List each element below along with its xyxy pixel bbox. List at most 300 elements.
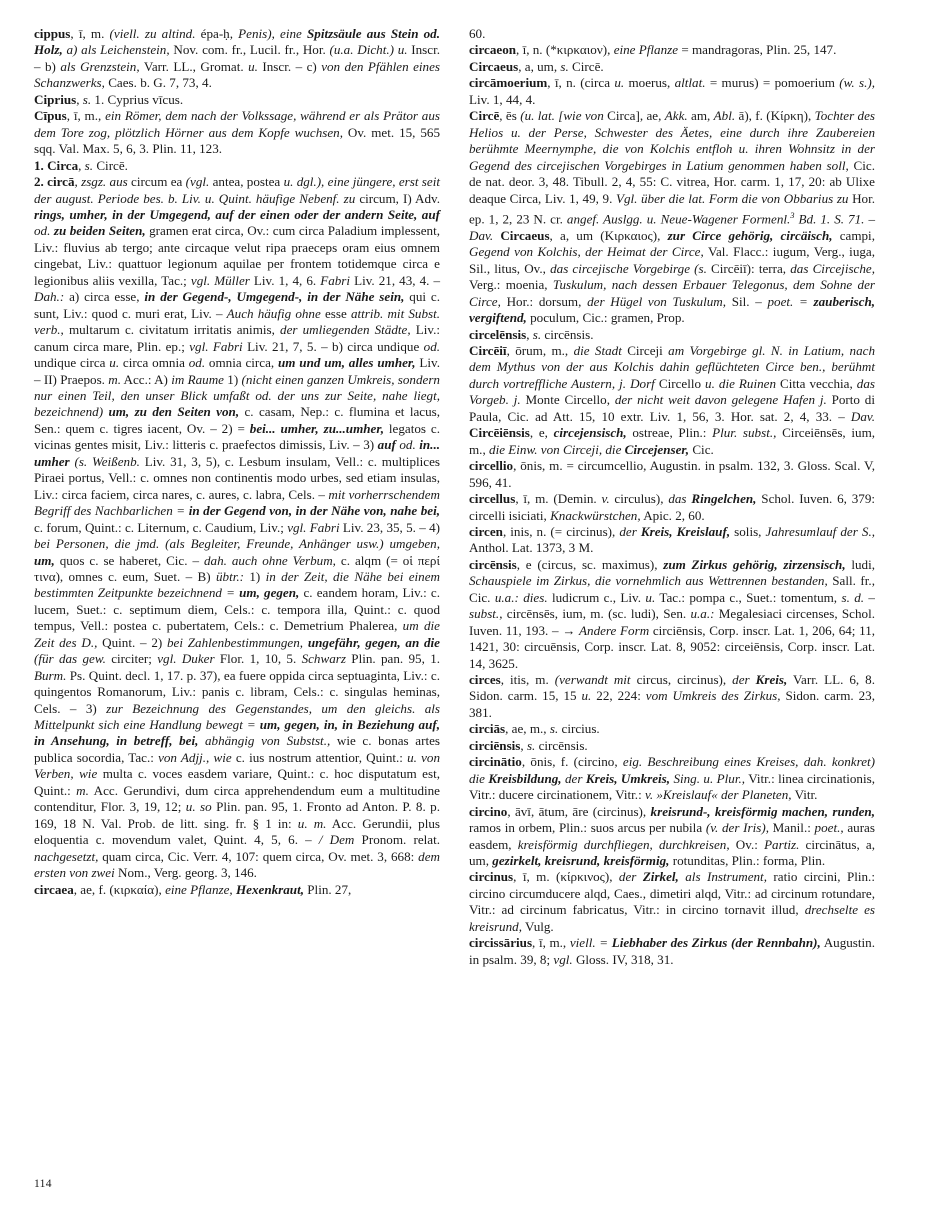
dictionary-entry <box>34 882 440 898</box>
entry-headword: circellus <box>469 491 516 507</box>
entry-text: m. <box>76 782 89 798</box>
entry-text: Ringelchen, <box>691 491 757 507</box>
entry-text: Sidon. carm. 23, 381. <box>469 688 875 720</box>
dictionary-entry <box>34 26 440 92</box>
entry-text: , ī, m., <box>532 935 570 951</box>
entry-text: ], ae, <box>635 108 665 124</box>
entry-text: ein Römer, dem nach der Volkssage, während er als Prätor aus dem Tore zog, plötzlich Hörner aus dem Kopfe wuchsen, <box>34 108 440 140</box>
entry-text: angef. Auslgg. u. Neue-Wagener Formenl. <box>566 211 791 227</box>
entry-text: Hor.: dorsum, <box>500 293 588 309</box>
entry-text: Acc. Gerundivi, dum circa apprehendendum eum a multitudine contenditur, Flor. 3, 19, 12; <box>34 782 440 815</box>
entry-text: ), <box>604 869 619 885</box>
entry-text: legatos c. vicinas gentes misit, Liv.: litteris c. praefectos dimissis, Liv. – 3) <box>34 420 440 453</box>
entry-text: auras easdem, <box>469 820 875 852</box>
entry-text: der <box>732 672 756 688</box>
entry-text: u. von Verben, wie <box>34 749 440 782</box>
entry-text: 60. <box>469 26 486 41</box>
entry-text: Liv. 1, 4, 6. <box>249 272 321 288</box>
entry-text: , <box>78 157 85 173</box>
entry-text: Circeji <box>627 342 669 358</box>
entry-text: Schol. Iuven. 6, 379: circelli isiciati, <box>469 491 875 523</box>
entry-text: circa omnia <box>119 355 189 371</box>
entry-text: circum ea <box>131 174 186 190</box>
entry-text: ratio circini, Plin.: circino circumducere alqd, Caes., dimetiri alqd, Vitr.: ad circinum rotundare, Vitr.: ad circinum fabricatus, Vitr.: in circino tornavit illud, <box>469 869 875 918</box>
entry-text: moerus, <box>624 75 675 91</box>
entry-text: 22, 224: <box>591 688 646 704</box>
entry-headword: circiēnsis <box>469 737 521 753</box>
entry-text: Fabri <box>320 272 351 288</box>
entry-text: ostreae, Plin.: <box>626 425 713 441</box>
entry-text: = mandragoras, Plin. 25, 147. <box>681 42 837 58</box>
entry-text: von Adjj., wie <box>158 749 236 765</box>
entry-text: Dah.: <box>34 289 65 305</box>
entry-text: im Raume <box>171 371 228 387</box>
entry-headword: Circaeus <box>500 227 550 243</box>
entry-text: Circello <box>658 375 706 391</box>
entry-text: Knackwürstchen, <box>550 507 641 523</box>
entry-text: Plin. pan. 95, 1. <box>345 651 441 667</box>
entry-text: circēnsis. <box>535 737 588 753</box>
entry-text: u. so <box>185 799 212 815</box>
entry-text: der <box>619 523 641 539</box>
entry-text: , <box>526 326 533 342</box>
entry-text: eine Pflanze, <box>165 881 236 897</box>
entry-headword: circāmoerium <box>469 75 548 91</box>
entry-text: ungefähr, gegen, an die <box>307 634 440 650</box>
entry-text: 1) <box>244 568 266 584</box>
entry-text: κιρκαία <box>113 881 155 897</box>
entry-text: s. <box>560 58 569 74</box>
entry-text: Vitr.: linea circinationis, Vitr.: ducere circinationem, Vitr.: <box>469 770 875 803</box>
entry-headword: circaea <box>34 881 74 897</box>
entry-text: viell. = <box>569 935 612 951</box>
entry-text: u. <box>614 75 625 91</box>
entry-text: auf <box>377 437 400 453</box>
entry-text: der <box>561 770 586 786</box>
entry-headword: cippus <box>34 26 71 41</box>
entry-text: Kreisbildung, <box>488 770 562 786</box>
entry-text: Tochter des Helios u. der Perse, Schwester des Äetes, eine durch ihre Zaubereien berühmte Meernymphe, die von Kolchis entfloh u. ihren Wohnsitz in der Gegend des circejischen Vorgebirges in Latium genommen haben soll, <box>469 108 875 173</box>
entry-text: Flor. 1, 10, 5. <box>214 651 302 667</box>
entry-text: circejensisch, <box>553 425 627 441</box>
entry-text: , <box>520 737 527 753</box>
entry-text: Liv. 23, 35, 5. – 4) <box>339 519 440 535</box>
entry-text: Caes. b. G. 7, 73, 4. <box>104 75 212 91</box>
entry-text: (vgl. <box>185 174 210 190</box>
entry-text: Circē. <box>568 58 604 74</box>
entry-text: Sil. – <box>726 293 768 309</box>
entry-text: esse <box>324 305 351 321</box>
entry-headword: circinus <box>469 869 514 885</box>
entry-text: Liv. 31, 3, 5), c. Lesbum insulam, Vell.: c. multiplices Piraei portus, Vell.: c. omnes non continentis modo urbes, sed etiam insulas, Liv.: circa faciem, circa nares, c. aures, c. labra, Cels. – <box>34 453 440 502</box>
entry-text: Schauspiele im Zirkus, die vornehmlich aus Wettrennen bestanden, <box>469 573 828 589</box>
entry-text: od. <box>188 355 206 371</box>
entry-text: c. alqm (= οἱ περί τινα), omnes c. eum, Suet. – B) <box>34 552 440 584</box>
entry-text: gezirkelt, kreisrund, kreisförmig, <box>492 853 670 869</box>
entry-text: die Einw. von Circeji, die <box>489 441 625 457</box>
page-columns <box>34 26 901 1166</box>
entry-headword: Ciprius <box>34 91 77 107</box>
dictionary-entry <box>469 108 875 326</box>
entry-text: Citta vecchia, <box>780 375 857 391</box>
entry-headword: circen <box>469 523 503 539</box>
right-column <box>469 26 875 968</box>
entry-text: Cic. <box>689 441 714 457</box>
entry-text: s. <box>549 721 559 737</box>
entry-text: (für das gew. <box>34 651 112 667</box>
entry-text: v. »Kreislauf« der Planeten, <box>645 787 792 803</box>
entry-text: wie c. bonas artes publica socordia, Tac.: <box>34 733 440 765</box>
entry-text: u. <box>109 355 120 371</box>
entry-headword: Circēiī <box>469 342 507 358</box>
dictionary-entry <box>469 327 875 343</box>
entry-text: gramen erat circa, Ov.: cum circa Paladium implessent, Liv.: fluvius ab tergo; ante circaque velut ripa praeceps oram eius omnem cingebat, Liv.: quattuor legionum aquilae per frontem totidemque circa e legionibus aliis vexilla, Tac.; <box>34 223 440 288</box>
entry-text: Kreis, Umkreis, <box>585 770 671 786</box>
entry-text: , ae, f. ( <box>73 881 114 897</box>
entry-text: um, <box>34 552 55 568</box>
entry-text: dem ersten von zwei <box>34 848 440 881</box>
entry-text: , a, um ( <box>549 227 605 243</box>
entry-text: multa c. voces easdem variare, Quint.: c. hoc disputatum est, Quint.: <box>34 766 440 798</box>
entry-text: Spitzsäule aus Stein od. Holz, <box>34 26 441 58</box>
entry-headword: circes <box>469 672 501 688</box>
entry-text: / Dem <box>318 832 362 848</box>
entry-text: , ī, m., <box>66 108 106 124</box>
entry-text: Gegend von Kolchis, der Heimat der Circe, <box>469 244 704 260</box>
entry-text: zur Bezeichnung des Gegenstandes, um den gleichs. als Mittelpunkt sich eine Handlung bewegt = <box>34 700 440 733</box>
entry-text: circulus), <box>609 491 669 507</box>
entry-text: , āvī, ātum, āre (circinus), <box>507 803 651 819</box>
entry-headword: Circaeus <box>469 58 519 74</box>
entry-text: bei Personen, die jmd. (als Begleiter, Freunde, Anhänger usw.) umgeben, <box>34 536 440 552</box>
dictionary-entry <box>469 869 875 935</box>
entry-headword: circino <box>469 803 508 819</box>
entry-text: a) circa esse, <box>64 289 145 305</box>
entry-text: , <box>76 91 83 107</box>
entry-text: circius. <box>558 721 600 737</box>
entry-text: kreisförmig durchfliegen, durchkreisen, <box>517 836 730 852</box>
entry-text: um die Zeit des D., <box>34 618 440 650</box>
entry-text: Varr. LL. 6, 8. Sidon. carm. 15, 15 <box>469 672 876 704</box>
entry-text: Liv. 21, 43, 4. – <box>350 272 441 288</box>
dictionary-entry <box>469 721 875 737</box>
entry-text: Acc.: A) <box>120 371 172 387</box>
entry-text: , Penis), eine <box>229 26 308 41</box>
entry-text: in der Gegend-, Umgegend-, in der Nähe sein, <box>144 289 405 305</box>
entry-text: abhängig von Substst., <box>198 733 331 749</box>
entry-headword: 1. Circa <box>34 157 79 173</box>
entry-text: , zsgz. aus <box>74 174 132 190</box>
entry-headword: circaeon <box>469 42 517 58</box>
entry-text: der nicht weit davon gelegene Hafen j. <box>614 392 832 408</box>
entry-text: κίρκινος <box>560 869 605 885</box>
entry-text: s. <box>84 157 94 173</box>
entry-text: , ōrum, m., <box>506 342 574 358</box>
entry-text: zauberisch, vergiftend, <box>469 293 876 326</box>
entry-headword: Circē <box>469 108 500 124</box>
entry-text: eine Pflanze <box>613 42 682 58</box>
entry-text: vgl. Fabri <box>189 338 243 354</box>
entry-text: Vulg. <box>521 918 554 934</box>
entry-text: dah. auch ohne Verbum, <box>203 552 336 568</box>
entry-text: ludicrum c., Liv. <box>547 589 646 605</box>
entry-text: Verg.: moenia, <box>469 277 553 293</box>
entry-text: um, gegen, <box>239 585 300 601</box>
entry-text: u.a.: <box>690 606 715 622</box>
entry-text: s. <box>532 326 542 342</box>
entry-text: circus, circinus), <box>636 672 733 688</box>
entry-text: antea, postea <box>209 174 284 190</box>
entry-text: vgl. <box>553 951 573 967</box>
dictionary-entry <box>469 59 875 75</box>
entry-text: von den Pfählen eines Schanzwerks, <box>34 58 440 91</box>
entry-text: zum Zirkus gehörig, zirzensisch, <box>663 556 846 572</box>
entry-text: zur Circe gehörig, circäisch, <box>667 227 833 243</box>
entry-text: bei Zahlenbestimmungen, <box>167 634 308 650</box>
entry-text: mit vorherrschendem Begriff des Nachbarlichen = <box>34 486 440 519</box>
entry-text: bei... umher, zu...umher, <box>249 420 385 436</box>
entry-text: u. <box>581 688 592 704</box>
entry-text: in der Gegend von, in der Nähe von, nahe bei, <box>188 503 441 519</box>
entry-text: Nov. com. fr., Lucil. fr., Hor. <box>169 42 330 58</box>
entry-text: m. <box>108 371 121 387</box>
entry-text: Circē. <box>93 157 128 173</box>
entry-text: 1) <box>227 371 242 387</box>
entry-text: , ī, m. <box>70 26 110 41</box>
entry-headword: circellio <box>469 458 514 474</box>
entry-text: Burm. <box>34 667 67 683</box>
entry-text: , ī, n. (* <box>516 42 557 58</box>
entry-text: ), <box>803 108 815 124</box>
entry-text: drechselte es kreisrund, <box>469 902 875 934</box>
entry-text: , ōnis, f. (circino, <box>521 754 623 770</box>
entry-text: , ōnis, m. = circumcellio, Augustin. in psalm. 132, 3. Gloss. Scal. V, 596, 41. <box>469 458 875 490</box>
entry-text: Abl. <box>713 108 736 124</box>
entry-text: Augustin. in psalm. 39, 8; <box>469 935 875 967</box>
dictionary-entry <box>34 158 440 174</box>
entry-text: Vitr. <box>791 787 818 803</box>
entry-text: Monte Circello, <box>525 392 615 408</box>
entry-text: Auch häufig ohne <box>226 305 325 321</box>
entry-text: Megalesiaci circenses, Schol. Iuven. 11, 193. – → <box>469 606 875 638</box>
entry-text: ), <box>652 227 668 243</box>
entry-text: Tuskulum, nach dessen Erbauer Telegonus, dem Sohne der Circe, <box>469 277 875 309</box>
entry-headword: circinātio <box>469 754 522 770</box>
entry-text: Anthol. Lat. 1373, 3 M. <box>469 540 594 556</box>
entry-text: , e, <box>529 425 554 441</box>
entry-text: der <box>618 869 643 885</box>
entry-text: solis, <box>730 523 766 539</box>
entry-text: Val. Flacc.: iugum, Verg., iuga, Sil., litus, Ov., <box>469 244 875 276</box>
entry-text: a) <box>62 42 82 58</box>
entry-text: , a, um, <box>518 58 561 74</box>
entry-text: zu beiden Seiten, <box>53 223 146 239</box>
entry-text: s. <box>82 91 92 107</box>
entry-text: circiēnsis, Corp. inscr. Lat. 1, 206, 64; 11, 1421, 30: circuēnsis, Corp. inscr. Lat. 8, 9052: circeiēnsis, Corp. inscr. Lat. 14, 3625. <box>469 622 876 671</box>
entry-text: multarum c. civitatum irritatis animis, <box>63 322 281 338</box>
entry-text: Porto di Paula, Cic. ad Att. 15, 10 extr. Liv. 1, 56, 3. Hor. sat. 2, 4, 33. – <box>469 392 875 424</box>
entry-text: um, zu den Seiten von, <box>108 404 240 420</box>
entry-text: u. <box>248 58 258 74</box>
entry-text: um, gegen, in, in Beziehung auf, in Ansehung, in betreff, bei, <box>34 717 440 749</box>
entry-text: 3 <box>790 209 795 220</box>
dictionary-entry <box>469 458 875 491</box>
entry-text: eig. Beschreibung eines Kreises, dah. konkret) die <box>469 754 876 786</box>
entry-text: c. ius nostrum attentior, Quint.: <box>235 749 408 765</box>
entry-text: , inis, n. (= circinus), <box>502 523 620 539</box>
entry-text: als Instrument, <box>678 869 767 885</box>
entry-text: Kreis, Kreislauf, <box>640 523 731 539</box>
entry-text: Dav. <box>850 408 875 424</box>
entry-text: Vgl. über die lat. Form die von Obbarius zu <box>615 190 853 206</box>
entry-text: Varr. LL., Gromat. <box>139 58 249 74</box>
entry-text: Ps. Quint. decl. 1, 17. p. 37), ea fuere oppida circa septuaginta, Liv.: c. quingentos Romanorum, Liv.: panis c. libram, Cels.: c. singulas heminas, Cels. – 3) <box>34 667 440 716</box>
entry-text: poculum, Cic.: gramen, Prop. <box>526 310 685 326</box>
entry-text: , ī, n. (circa <box>547 75 615 91</box>
entry-text: Pronom. relat. <box>361 832 440 848</box>
entry-text: (nicht einen ganzen Umkreis, sondern nur einen Teil, den unser Blick umfaßt od. der uns zur Seite, nahe liegt, bezeichnend) <box>34 371 440 420</box>
dictionary-entry <box>469 42 875 58</box>
entry-text: am Vorgebirge gl. N. in Latium, nach dem Mythus von der aus Kolchis dahin geflüchteten Circe ben., berühmt durch vortreffliche Austern, j. Dorf <box>469 342 875 391</box>
entry-text: quam circa, Cic. Verr. 4, 107: quem circa, Ov. met. 3, 668: <box>98 848 419 864</box>
entry-text: c. eandem horam, Liv.: c. lucem, Suet.: c. septimum diem, Cels.: c. tempora illa, Quint.: c. quod tempus, Vell.: postea c. pubertatem, Cels.: c. Demetrium Phalerea, <box>34 585 440 634</box>
entry-text: als Leichenstein, <box>81 42 170 58</box>
entry-text: κιρκαιον <box>556 42 603 58</box>
entry-text: od. <box>399 437 420 453</box>
entry-text: Zirkel, <box>642 869 679 885</box>
entry-text: c. casam, Nep.: c. flumina et lacus, Sen.: quem c. tigres iacent, Ov. – 2) = <box>34 404 440 436</box>
entry-text: Plin. 27, <box>304 881 352 897</box>
entry-text: Partiz. <box>764 836 800 852</box>
entry-text: die Stadt <box>573 342 628 358</box>
entry-text: , ī, m. ( <box>513 869 561 885</box>
dictionary-entry <box>469 557 875 672</box>
entry-text: übtr.: <box>216 568 245 584</box>
dictionary-entry <box>34 174 440 881</box>
entry-text: Hor. ep. 1, 2, 23 N. cr. <box>469 190 875 227</box>
entry-text: um und um, alles umher, <box>278 355 416 371</box>
entry-headword: circiās <box>469 721 506 737</box>
entry-text: circiter; <box>111 651 158 667</box>
entry-text: ), <box>602 42 614 58</box>
entry-text: vgl. Fabri <box>287 519 340 535</box>
dictionary-entry <box>469 672 875 721</box>
entry-text: omnia circa, <box>205 355 279 371</box>
entry-text: Liebhaber des Zirkus (der Rennbahn), <box>611 935 821 951</box>
entry-text: , itis, m. <box>500 672 555 688</box>
entry-text: campi, <box>832 227 875 243</box>
entry-text: Nom., Verg. georg. 3, 146. <box>118 865 257 881</box>
entry-text: das Circejische, <box>790 260 875 276</box>
entry-text: qui c. sunt, Liv.: quod c. muri erat, Liv. – <box>34 289 440 321</box>
entry-text: u.a.: dies. <box>494 589 548 605</box>
entry-text: v. <box>601 491 610 507</box>
entry-text: das <box>668 491 692 507</box>
dictionary-entry <box>34 108 440 157</box>
entry-text: s. d. – subst., <box>469 589 875 622</box>
entry-text: circēnsis. <box>541 326 594 342</box>
entry-text: ), <box>154 881 166 897</box>
entry-text: poet. = <box>767 293 814 309</box>
dictionary-entry <box>469 754 875 803</box>
entry-text: u. m. <box>297 815 327 831</box>
entry-text: Liv.: canum circa mare, Plin. ep.; <box>34 322 440 354</box>
entry-text: Sall. fr., Cic. <box>469 573 875 605</box>
entry-text: poet., <box>814 820 844 836</box>
entry-text: Cic. de nat. deor. 3, 48. Tibull. 2, 4, 55: C. vitrea, Hor. carm. 1, 17, 20: ab Ulixe deaque Circa, Liv. 1, 49, 9. <box>469 157 875 206</box>
entry-text: od. <box>34 223 54 239</box>
dictionary-entry <box>469 343 875 458</box>
entry-text: Liv. 21, 7, 5. – b) circa undique <box>242 338 424 354</box>
entry-text: = murus) = pomoerium <box>705 75 840 91</box>
entry-text: , e (circus, sc. maximus), <box>516 556 664 572</box>
entry-text: (u.a. Dicht.) u. <box>329 42 408 58</box>
entry-text: Κιρκαιος <box>604 227 653 243</box>
entry-text: am, <box>687 108 714 124</box>
entry-text: vgl. Duker <box>157 651 215 667</box>
entry-text: Jahresumlauf der S., <box>765 523 875 539</box>
entry-text: das Vorgeb. j. <box>469 375 875 408</box>
entry-text: u. die Ruinen <box>705 375 781 391</box>
entry-text: Bd. 1. S. 71. – Dav. <box>469 211 875 243</box>
entry-text: 1. Cyprius vīcus. <box>91 91 184 107</box>
entry-headword: 2. circā <box>34 174 75 190</box>
entry-text: Circēiī): terra, <box>711 260 791 276</box>
entry-text: in der Zeit, die Nähe bei einem bestimmten Zeitpunkte bezeichnend = <box>34 568 440 601</box>
entry-text: circēnsēs, ium, m. (sc. ludi), Sen. <box>502 606 691 622</box>
dictionary-entry <box>469 935 875 968</box>
dictionary-entry <box>469 26 875 42</box>
entry-text: Liv. – II) Praepos. <box>34 355 440 387</box>
dictionary-entry <box>469 738 875 754</box>
entry-text: Liv. 1, 44, 4. <box>469 91 536 107</box>
entry-text: Andere Form <box>579 622 653 638</box>
entry-text: quos c. se haberet, Cic. – <box>54 552 204 568</box>
entry-text: (v. der Iris), <box>705 820 769 836</box>
entry-text: Circeiēnsēs, ium, m., <box>469 425 876 457</box>
entry-text: (w. s.), <box>839 75 875 91</box>
entry-text: in... umher <box>34 437 441 469</box>
entry-text: (u. lat. [wie von <box>520 108 608 124</box>
left-column <box>34 26 440 898</box>
entry-text: Ov.: <box>729 836 765 852</box>
entry-text: Akk. <box>664 108 688 124</box>
folio-number: 114 <box>34 1177 52 1190</box>
entry-text: (viell. zu altind. <box>109 26 201 41</box>
entry-text: rings, umher, in der Umgegend, auf der einen oder der andern Seite, auf <box>34 206 440 222</box>
entry-text: , ēs <box>499 108 521 124</box>
entry-text: Hexenkraut, <box>235 881 304 897</box>
entry-text: u. dgl.), eine jüngere, erst seit der august. Periode bes. b. Liv. u. Quint. häufige Nebenf. zu <box>34 174 440 206</box>
entry-text: Manil.: <box>768 820 815 836</box>
dictionary-entry <box>469 75 875 108</box>
entry-text: c. forum, Quint.: c. Liternum, c. Caudium, Liv.; <box>34 519 288 535</box>
entry-text: Κίρκη <box>770 108 804 124</box>
entry-text: attrib. mit Subst. verb., <box>34 305 441 338</box>
entry-text: Sing. u. Plur., <box>670 770 746 786</box>
entry-text: der umliegenden Städte, <box>280 322 411 338</box>
entry-text: épa-ḥ <box>200 26 230 41</box>
entry-text: Circa <box>607 108 636 124</box>
entry-text: Tac.: pompa c., Suet.: tomentum, <box>655 589 842 605</box>
entry-text: der Hügel von Tuskulum, <box>587 293 727 309</box>
entry-text: vom Umkreis des Zirkus, <box>645 688 781 704</box>
dictionary-entry <box>469 491 875 524</box>
entry-text: , ae, m., <box>505 721 550 737</box>
entry-text: Ov. met. 15, 565 sqq. Val. Max. 5, 6, 3. Plin. 11, 123. <box>34 124 441 157</box>
entry-text: (verwandt mit <box>554 672 637 688</box>
entry-text: Inscr. – b) <box>34 42 440 74</box>
